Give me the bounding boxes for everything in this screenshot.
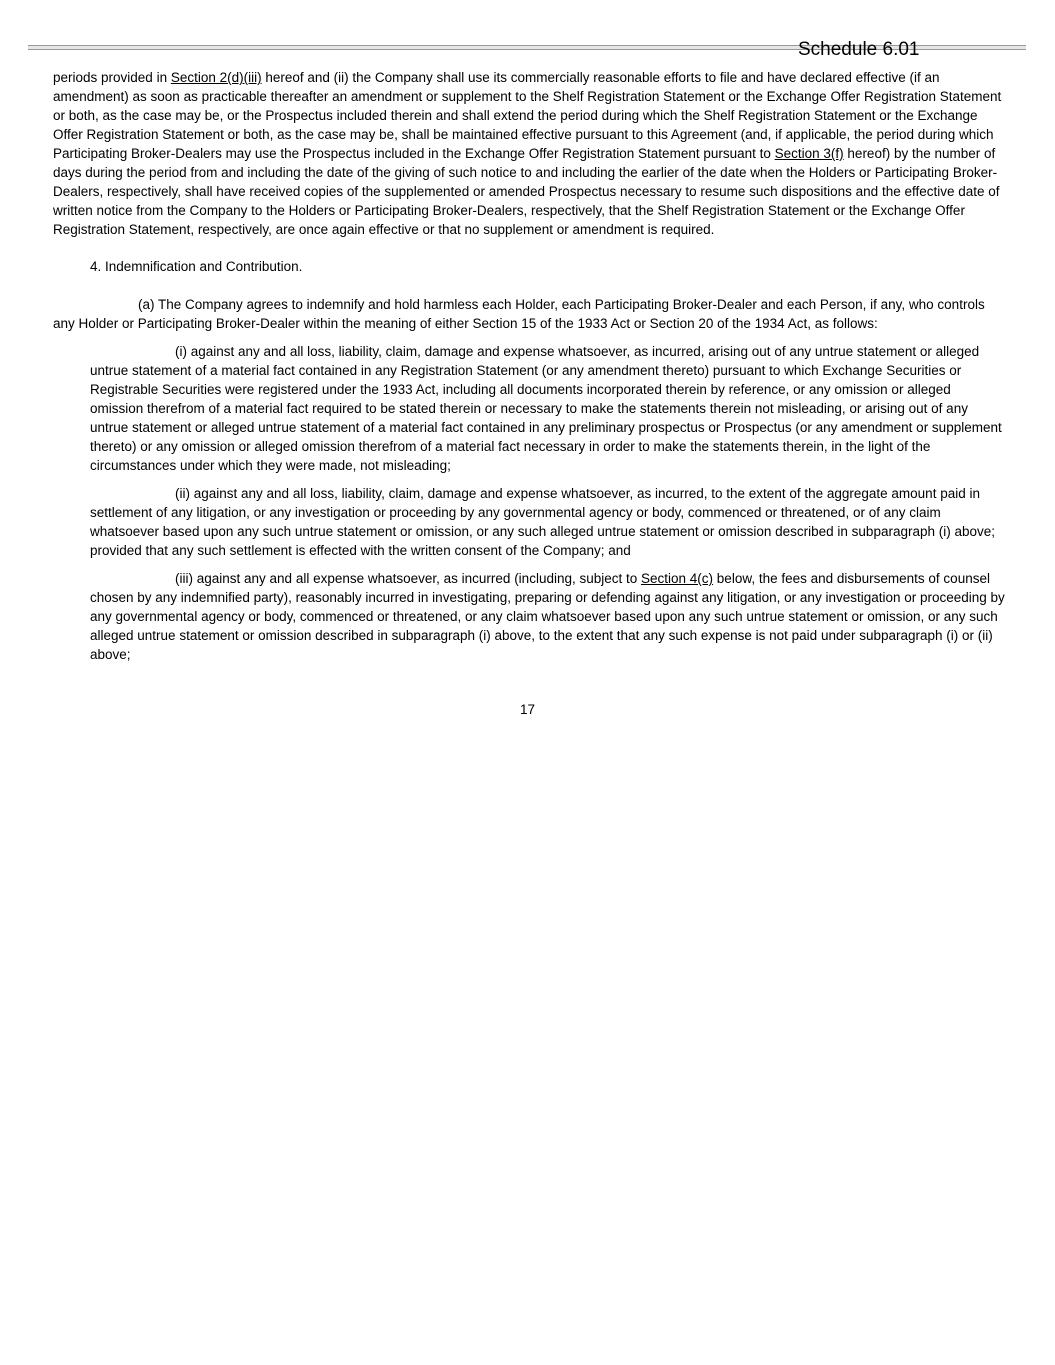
section-3f-reference: Section 3(f) <box>774 146 844 161</box>
document-body <box>53 68 1005 673</box>
section-4c-reference: Section 4(c) <box>641 571 714 586</box>
continuation-text-2: hereof and (ii) the Company shall use its commercially reasonable efforts to file and have declared effective (if an amendment) as soon as practicable thereafter an amendment or supplement to the Shelf Registration Statement or the Exchange Offer Registration Statement or both, as the case may be, or the Prospectus included therein and shall extend the period during which the Shelf Registration Statement or the Exchange Offer Registration Statement or both, as the case may be, shall be maintained effective pursuant to this Agreement (and, if applicable, the period during which Participating Broker-Dealers may use the Prospectus included in the Exchange Offer Registration Statement pursuant to <box>53 70 1002 161</box>
subparagraph-ii: (ii) against any and all loss, liability, claim, damage and expense whatsoever, as incurred, to the extent of the aggregate amount paid in settlement of any litigation, or any investigation or proceeding by any governmental agency or body, commenced or threatened, or of any claim whatsoever based upon any such untrue statement or omission, or any such alleged untrue statement or omission described in subparagraph (i) above; provided that any such settlement is effected with the written consent of the Company; and <box>90 486 996 558</box>
subparagraph-iii-text-2: below, the fees and disbursements of counsel chosen by any indemnified party), reasonably incurred in investigating, preparing or defending against any litigation, or any investigation or proceeding by any governmental agency or body, commenced or threatened, or any claim whatsoever based upon any such untrue statement or omission, or any such alleged untrue statement or omission described in subparagraph (i) above, to the extent that any such expense is not paid under subparagraph (i) or (ii) above; <box>90 571 1005 662</box>
continuation-text-3: hereof) by the number of days during the period from and including the date of the giving of such notice to and including the earlier of the date when the Holders or Participating Broker-Dealers, respectively, shall have received copies of the supplemented or amended Prospectus necessary to resume such dispositions and the effective date of written notice from the Company to the Holders or Participating Broker-Dealers, respectively, that the Shelf Registration Statement or the Exchange Offer Registration Statement, respectively, are once again effective or that no supplement or amendment is required. <box>53 146 1000 237</box>
section-heading: 4. Indemnification and Contribution. <box>90 259 303 274</box>
schedule-label: Schedule 6.01 <box>798 39 920 60</box>
subparagraph-iii <box>90 569 1005 664</box>
section-2diii-reference: Section 2(d)(iii) <box>170 70 262 85</box>
subparagraph-iii-text-1: (iii) against any and all expense whatsoever, as incurred (including, subject to <box>175 571 642 586</box>
paragraph-a: (a) The Company agrees to indemnify and hold harmless each Holder, each Participating Broker-Dealer and each Person, if any, who controls any Holder or Participating Broker-Dealer within the meaning of either Section 15 of the 1933 Act or Section 20 of the 1934 Act, as follows: <box>53 297 985 331</box>
continuation-paragraph <box>53 68 1005 239</box>
subparagraph-i: (i) against any and all loss, liability, claim, damage and expense whatsoever, as incurred, arising out of any untrue statement or alleged untrue statement of a material fact contained in any Registration Statement (or any amendment thereto) pursuant to which Exchange Securities or Registrable Securities were registered under the 1933 Act, including all documents incorporated therein by reference, or any omission or alleged omission therefrom of a material fact required to be stated therein or necessary to make the statements therein not misleading, or arising out of any untrue statement or alleged untrue statement of a material fact contained in any preliminary prospectus or Prospectus (or any amendment or supplement thereto) or any omission or alleged omission therefrom of a material fact necessary in order to make the statements therein, in the light of the circumstances under which they were made, not misleading; <box>90 344 1002 473</box>
page-number: 17 <box>519 702 536 717</box>
continuation-text-1: periods provided in <box>53 70 171 85</box>
